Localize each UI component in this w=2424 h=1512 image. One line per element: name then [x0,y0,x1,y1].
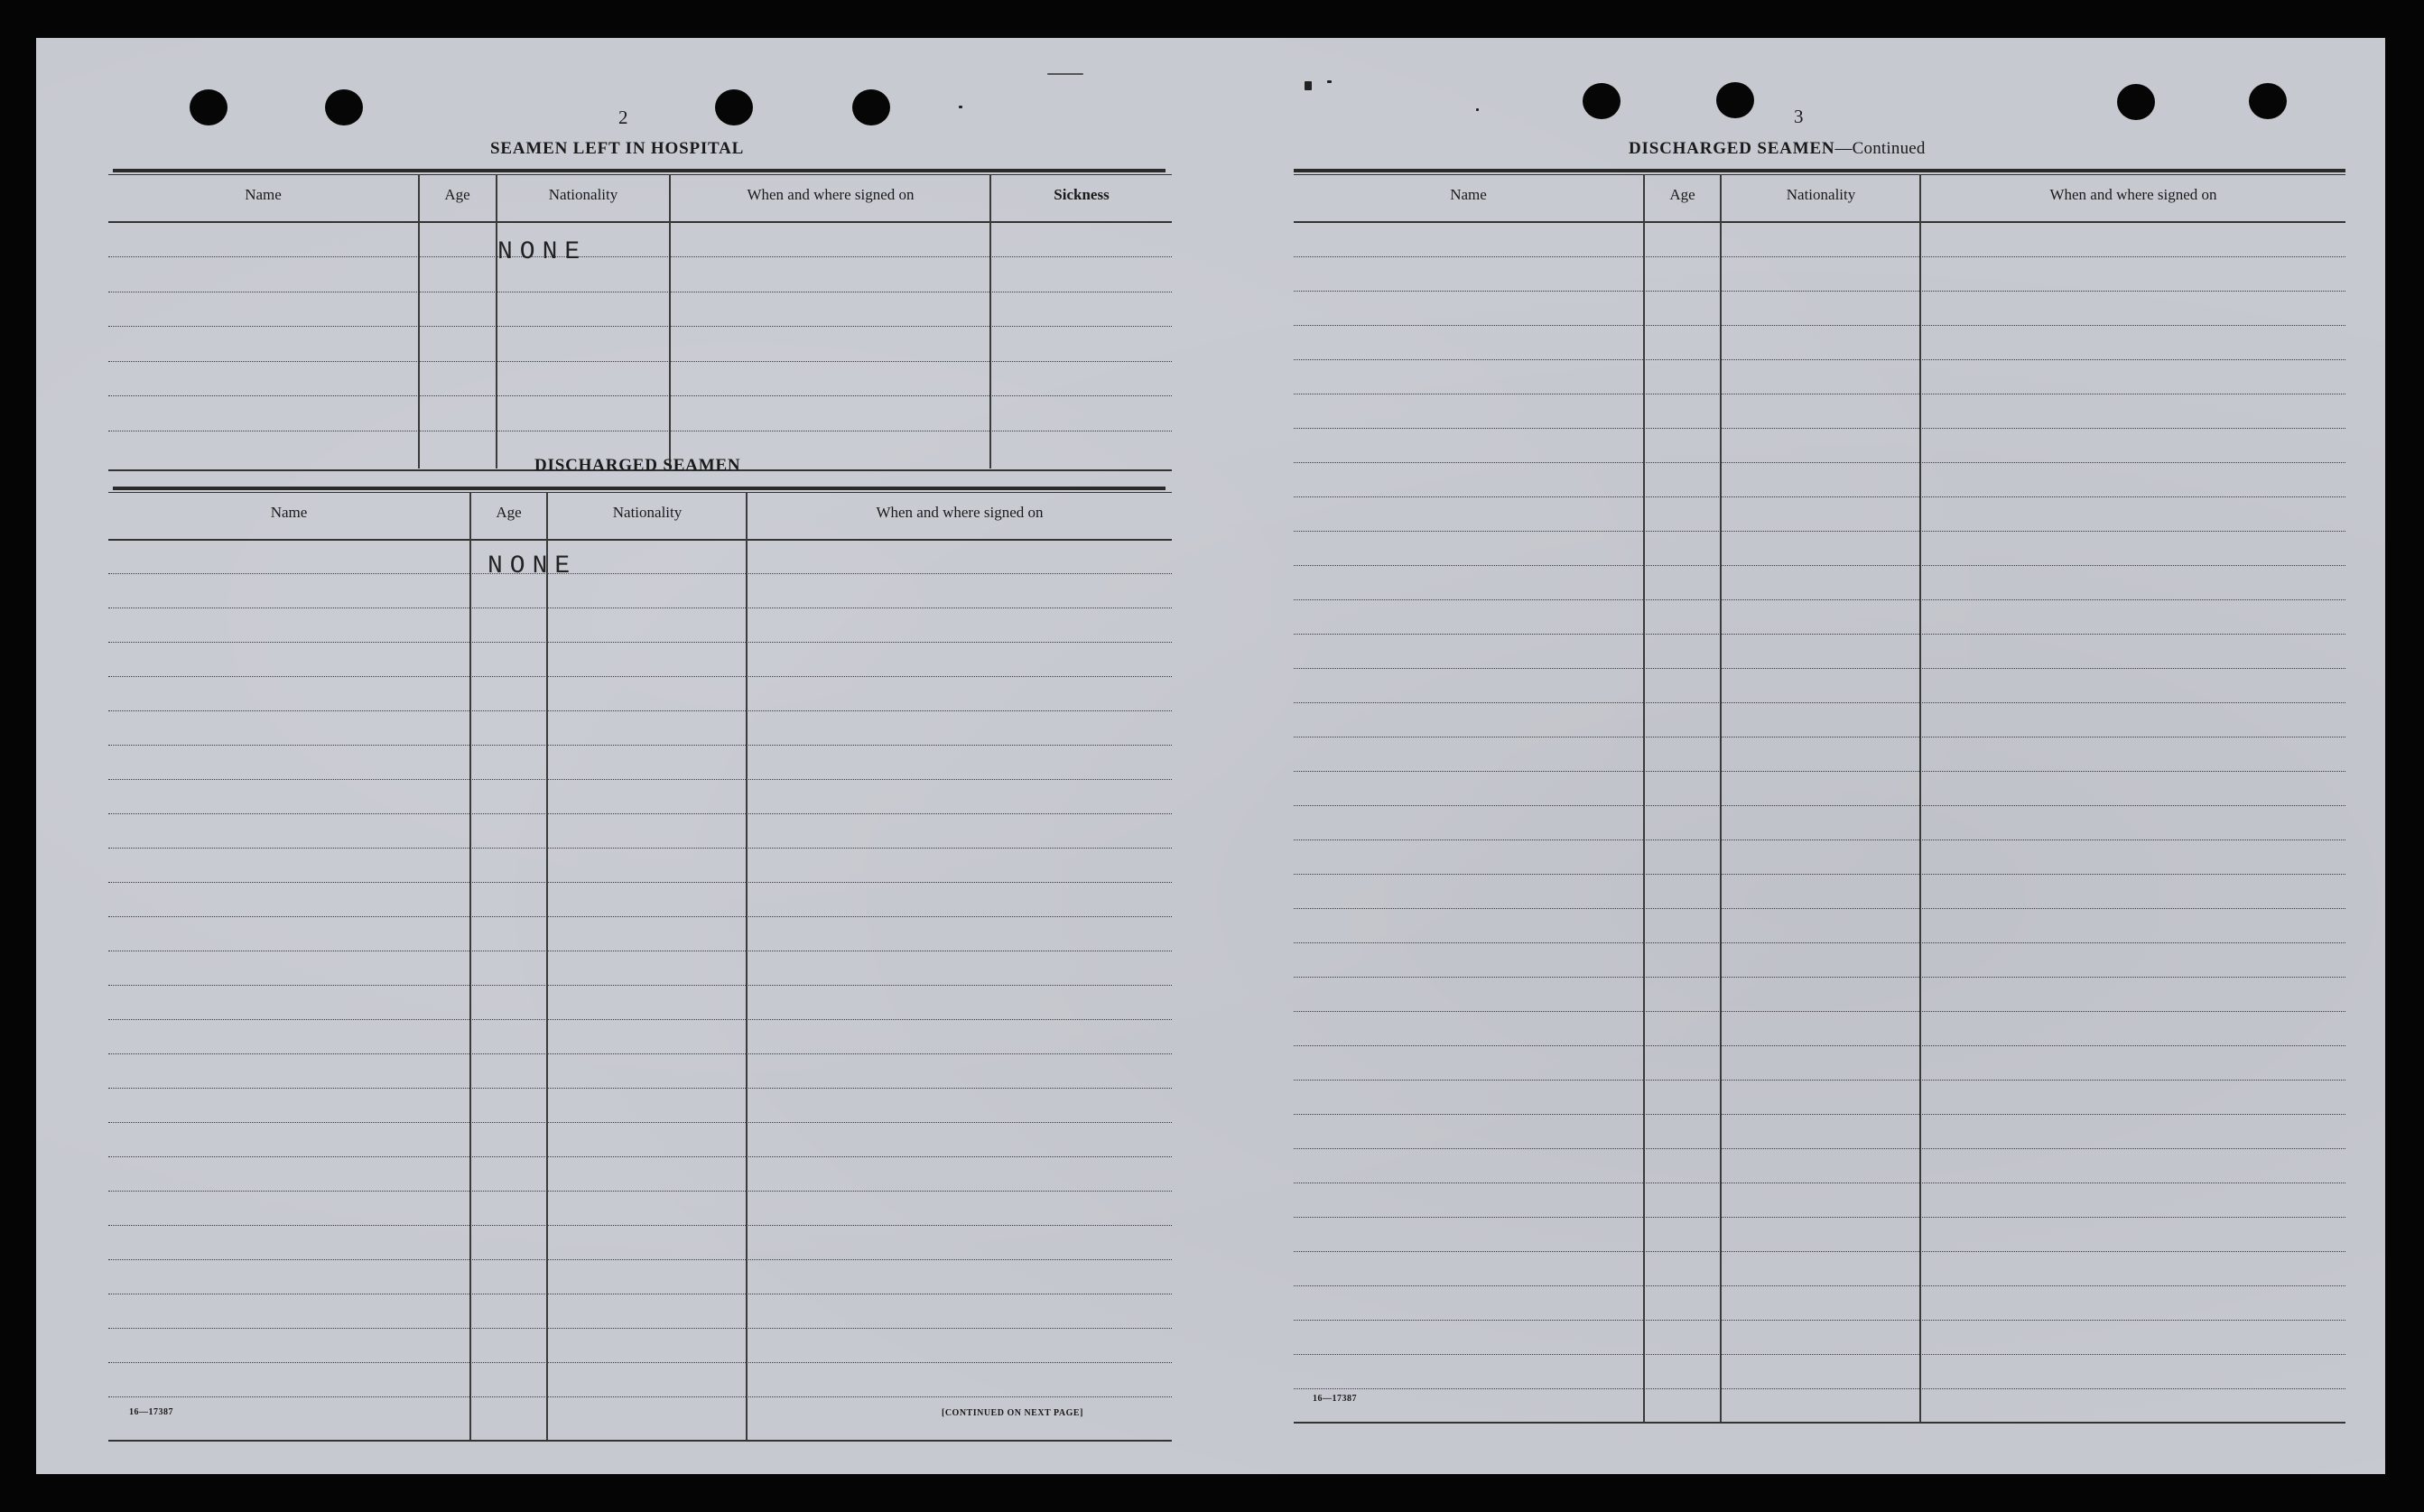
column-divider [1919,174,1921,1422]
header-underline [108,221,1172,223]
ink-speck [1047,73,1083,75]
ruled-line [108,882,1172,883]
column-divider [496,174,497,468]
ruled-line [1294,874,2345,875]
ruled-line [108,1019,1172,1020]
ruled-line [108,1328,1172,1329]
ruled-line [1294,1320,2345,1321]
ruled-line [1294,1045,2345,1046]
ruled-line [1294,942,2345,943]
ruled-line [1294,1217,2345,1218]
punch-hole [1583,83,1621,119]
section-title-suffix: —Continued [1834,139,1926,158]
column-header-signed-on: When and where signed on [2049,186,2217,203]
ruled-line [1294,1285,2345,1286]
ruled-line [108,1122,1172,1123]
punch-hole [190,89,228,125]
table-bottom-rule [108,1440,1172,1442]
ruled-line [1294,908,2345,909]
ruled-line [108,642,1172,643]
ruled-line [108,676,1172,677]
column-divider [1720,174,1722,1422]
column-divider [1643,174,1645,1422]
ruled-line [108,1362,1172,1363]
form-number: 16—17387 [129,1407,173,1417]
ruled-line [108,813,1172,814]
punch-hole [325,89,363,125]
ruled-line [1294,1148,2345,1149]
ruled-line [1294,531,2345,532]
column-divider [469,492,471,1440]
ruled-line [1294,634,2345,635]
section-title [1629,139,1926,159]
ruled-line [1294,1251,2345,1252]
ruled-line [1294,428,2345,429]
column-header-nationality: Nationality [612,504,683,521]
ruled-line [1294,1354,2345,1355]
ruled-line [108,256,1172,257]
column-header-name: Name [270,504,308,521]
column-header-nationality: Nationality [548,186,618,203]
column-divider [989,174,991,468]
page-number: 3 [1794,106,1804,127]
punch-hole [1716,82,1754,118]
ruled-line [1294,1114,2345,1115]
ruled-line [108,361,1172,362]
punch-hole [715,89,753,125]
section-title-text: DISCHARGED SEAMEN [1629,139,1835,158]
page-number: 2 [618,107,628,128]
column-header-age: Age [496,504,522,521]
ink-speck [1305,81,1312,90]
header-rule [113,169,1166,172]
punch-hole [852,89,890,125]
header-rule-thin [108,174,1172,175]
ruled-line [1294,771,2345,772]
section-title: DISCHARGED SEAMEN [534,456,741,475]
ruled-line [1294,839,2345,840]
header-rule-thin [1294,174,2345,175]
ruled-line [1294,462,2345,463]
ruled-line [108,985,1172,986]
header-rule [1294,169,2345,172]
ruled-line [108,1259,1172,1260]
ink-speck [959,106,962,108]
ruled-line [108,1053,1172,1054]
ruled-line [1294,1011,2345,1012]
header-underline [108,539,1172,541]
ruled-line [1294,291,2345,292]
ruled-line [108,1396,1172,1397]
ruled-line [1294,256,2345,257]
column-divider [669,174,671,468]
column-header-name: Name [245,186,282,203]
ruled-line [1294,668,2345,669]
column-header-name: Name [1450,186,1487,203]
ruled-line [108,326,1172,327]
ink-speck [1476,108,1479,111]
ruled-line [108,1156,1172,1157]
section-title: SEAMEN LEFT IN HOSPITAL [490,139,745,158]
header-rule [113,487,1166,490]
ruled-line [108,573,1172,574]
column-header-age: Age [1669,186,1695,203]
typed-entry: NONE [488,552,578,580]
ruled-line [108,848,1172,849]
column-divider [546,492,548,1440]
column-divider [418,174,420,468]
ruled-line [1294,565,2345,566]
ruled-line [108,1191,1172,1192]
ruled-line [1294,1388,2345,1389]
column-header-age: Age [444,186,470,203]
ruled-line [108,779,1172,780]
ruled-line [1294,496,2345,497]
column-header-nationality: Nationality [1786,186,1856,203]
typed-entry: NONE [497,238,588,266]
ruled-line [108,916,1172,917]
table-bottom-rule [1294,1422,2345,1424]
continued-note: [CONTINUED ON NEXT PAGE] [942,1408,1083,1418]
column-header-sickness: Sickness [1054,186,1110,203]
column-header-signed-on: When and where signed on [747,186,915,203]
ruled-line [1294,1080,2345,1081]
header-underline [1294,221,2345,223]
punch-hole [2117,84,2155,120]
ruled-line [1294,805,2345,806]
ruled-line [108,745,1172,746]
header-rule-thin [108,492,1172,493]
ruled-line [108,710,1172,711]
ruled-line [108,1225,1172,1226]
column-header-signed-on: When and where signed on [876,504,1044,521]
ruled-line [1294,359,2345,360]
ruled-line [108,395,1172,396]
ruled-line [1294,325,2345,326]
ruled-line [1294,599,2345,600]
document-sheet [36,38,2385,1474]
ruled-line [108,1088,1172,1089]
column-divider [746,492,748,1440]
ruled-line [1294,977,2345,978]
ruled-line [1294,702,2345,703]
form-number: 16—17387 [1313,1394,1357,1404]
punch-hole [2249,83,2287,119]
ink-speck [1327,80,1332,83]
